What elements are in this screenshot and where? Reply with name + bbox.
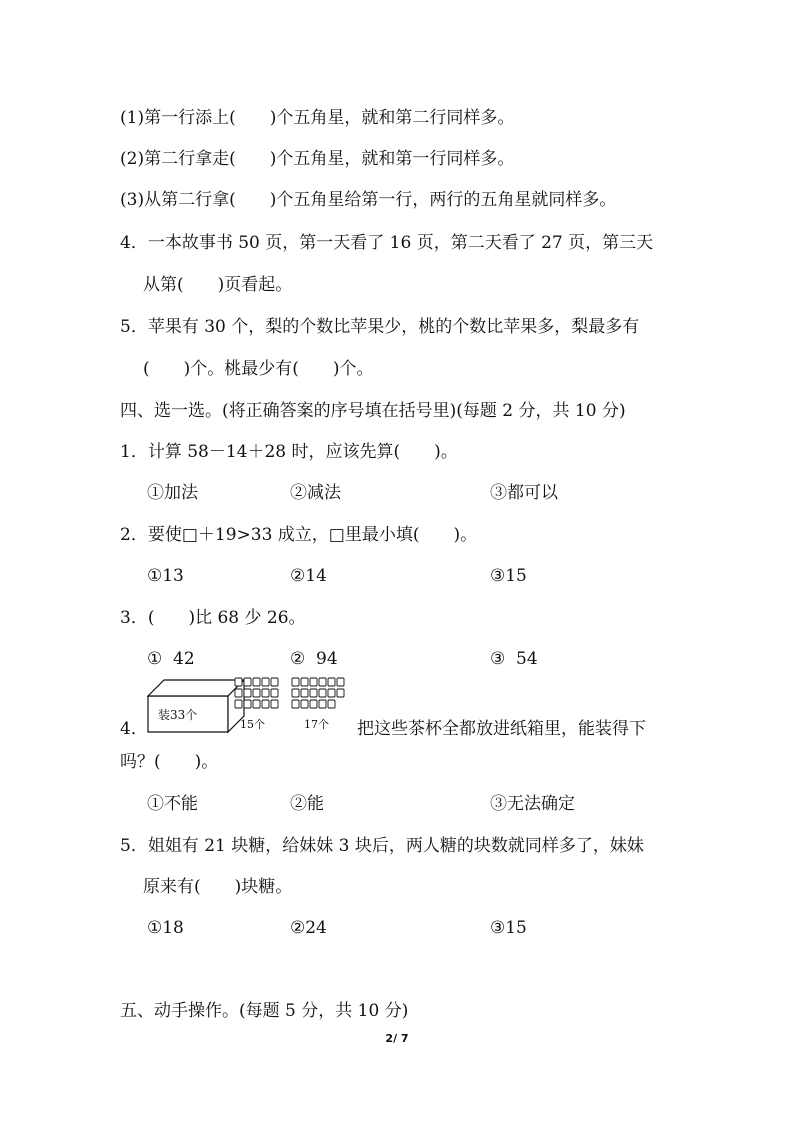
s4-q3-stem: 3．( )比 68 少 26。: [120, 608, 306, 628]
s4-q1-stem: 1．计算 58－14＋28 时，应该先算( )。: [120, 442, 458, 462]
s4-q3-option-a: ① 42: [147, 649, 195, 669]
q5-line1: 5．苹果有 30 个，梨的个数比苹果少，桃的个数比苹果多，梨最多有: [120, 317, 640, 337]
cups-and-box-figure: [146, 674, 358, 740]
s4-q4-number: 4．: [120, 719, 148, 739]
s4-q5-line2: 原来有( )块糖。: [143, 877, 293, 897]
s4-q5-line1: 5．姐姐有 21 块糖，给妹妹 3 块后，两人糖的块数就同样多了，妹妹: [120, 836, 644, 856]
section4-title: 四、选一选。(将正确答案的序号填在括号里)(每题 2 分，共 10 分): [120, 401, 626, 421]
q4-line1: 4．一本故事书 50 页，第一天看了 16 页，第二天看了 27 页，第三天: [120, 233, 654, 253]
page-number: 2/ 7: [385, 1032, 409, 1045]
s4-q2-option-c: ③15: [490, 566, 527, 586]
s4-q3-option-c: ③ 54: [490, 649, 538, 669]
s4-q1-option-c: ③都可以: [490, 483, 558, 503]
section5-title: 五、动手操作。(每题 5 分，共 10 分): [120, 1001, 409, 1021]
s4-q5-option-a: ①18: [147, 918, 184, 938]
s4-q5-option-b: ②24: [290, 918, 327, 938]
q3-part3: (3)从第二行拿( )个五角星给第一行，两行的五角星就同样多。: [120, 190, 617, 210]
s4-q3-option-b: ② 94: [290, 649, 338, 669]
q3-part2: (2)第二行拿走( )个五角星，就和第一行同样多。: [120, 149, 515, 169]
s4-q5-option-c: ③15: [490, 918, 527, 938]
s4-q2-option-a: ①13: [147, 566, 184, 586]
cups-group-1-label: 15个: [240, 718, 265, 731]
box-label: 装33个: [158, 708, 198, 722]
cups-group-1: [235, 678, 278, 708]
s4-q2-option-b: ②14: [290, 566, 327, 586]
s4-q4-stem-line2: 吗？( )。: [120, 752, 219, 772]
s4-q4-option-c: ③无法确定: [490, 794, 575, 814]
s4-q4-stem: 把这些茶杯全都放进纸箱里，能装得下: [357, 719, 646, 739]
q5-line2: ( )个。桃最少有( )个。: [143, 359, 374, 379]
cups-group-2-label: 17个: [304, 718, 329, 731]
s4-q1-option-a: ①加法: [147, 483, 198, 503]
s4-q4-option-b: ②能: [290, 794, 324, 814]
s4-q2-stem: 2．要使□＋19>33 成立，□里最小填( )。: [120, 525, 478, 545]
box-icon: [148, 680, 244, 732]
s4-q4-option-a: ①不能: [147, 794, 198, 814]
q4-line2: 从第( )页看起。: [143, 275, 293, 295]
s4-q1-option-b: ②减法: [290, 483, 341, 503]
cups-group-2: [292, 678, 344, 708]
q3-part1: (1)第一行添上( )个五角星，就和第二行同样多。: [120, 108, 515, 128]
